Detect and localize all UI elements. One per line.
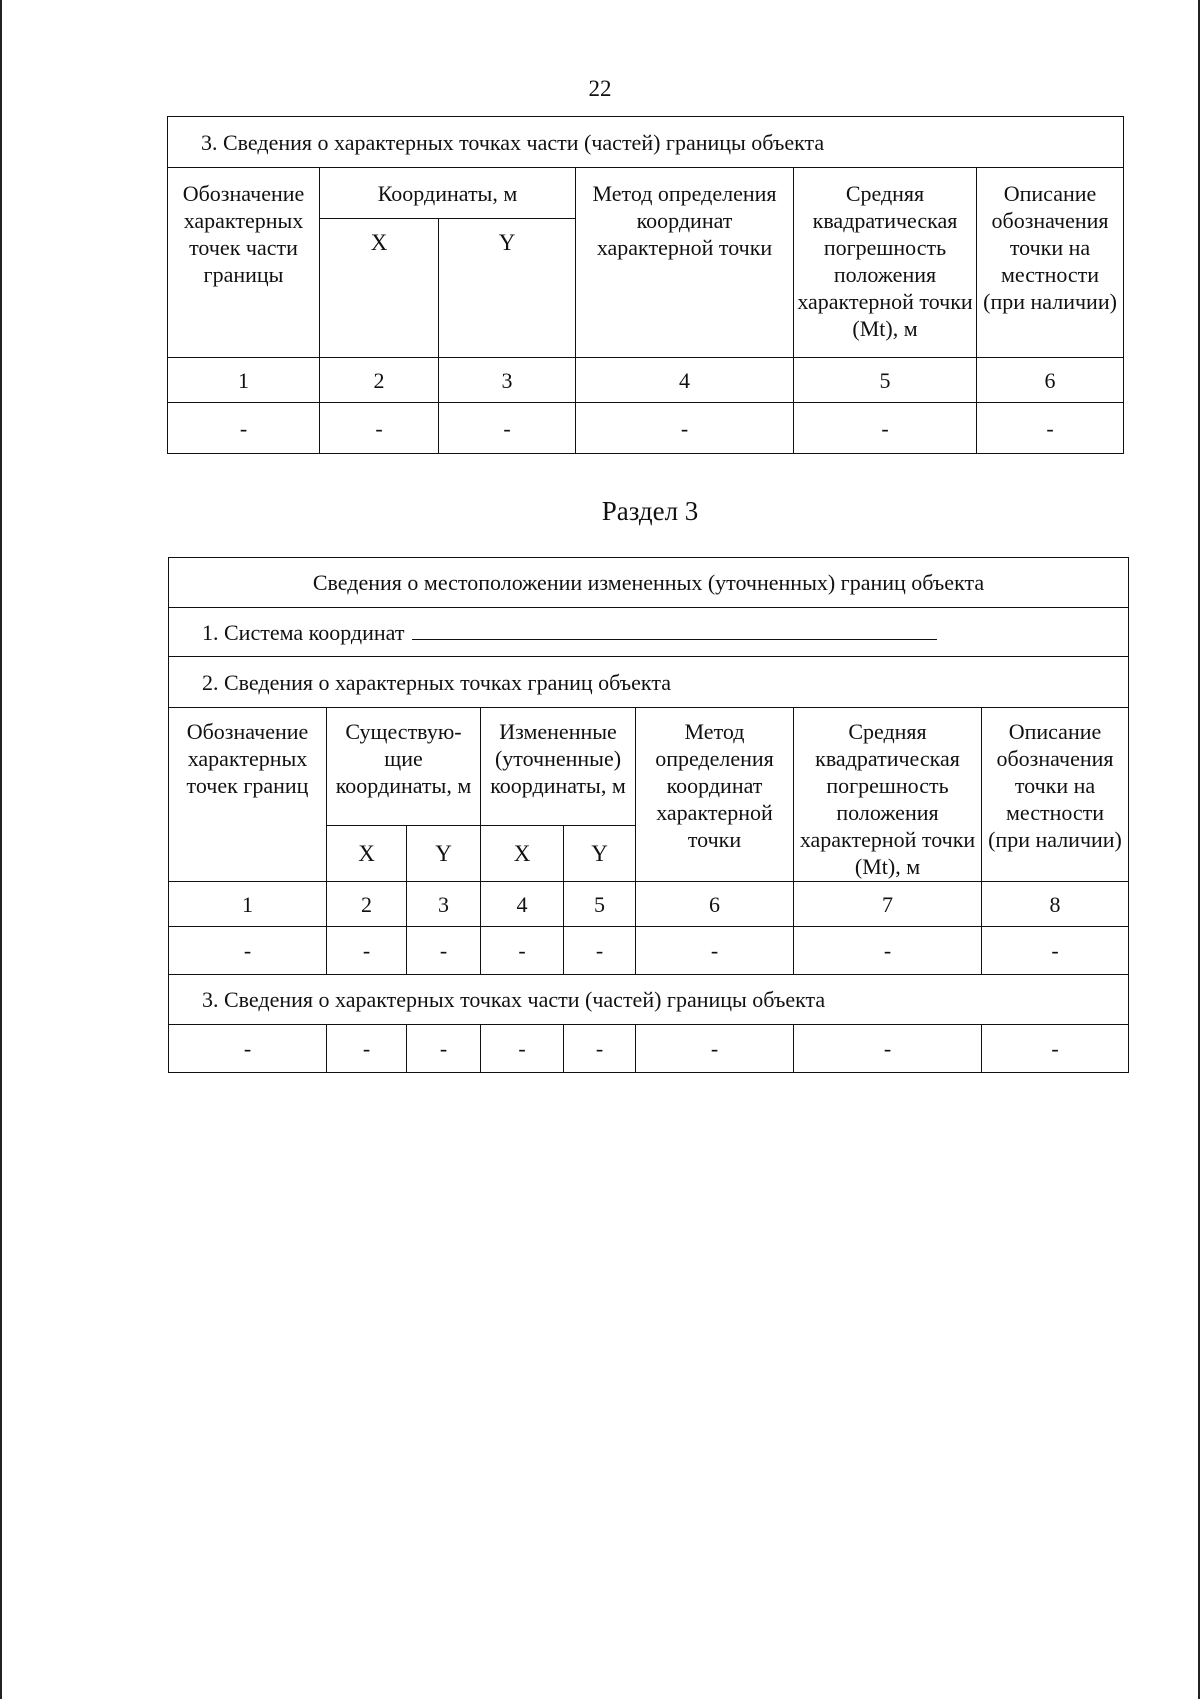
parts-cell: - [794, 1025, 982, 1073]
section3-colnum: 7 [794, 882, 982, 927]
table1-colnum: 3 [439, 358, 576, 403]
parts-cell: - [481, 1025, 564, 1073]
parts-cell: - [407, 1025, 481, 1073]
table1-colnum: 1 [168, 358, 320, 403]
section3-cell: - [794, 927, 982, 975]
page-edge-left [0, 0, 2, 1699]
section3-colnum: 3 [407, 882, 481, 927]
table1-cell: - [977, 403, 1124, 454]
table1-colnum: 6 [977, 358, 1124, 403]
points-title: 2. Сведения о характерных точках границ объекта [169, 657, 1129, 708]
table1-cell: - [576, 403, 794, 454]
section3-colnum: 2 [327, 882, 407, 927]
section3-cell: - [169, 927, 327, 975]
section3-cell: - [481, 927, 564, 975]
parts-title: 3. Сведения о характерных точках части (частей) границы объекта [169, 975, 1129, 1025]
section-heading: Раздел 3 [601, 496, 699, 526]
parts-cell: - [327, 1025, 407, 1073]
coord-system-label: 1. Система координат [202, 619, 405, 645]
changed-boundaries-table [168, 557, 1129, 1073]
table1-colnum: 2 [320, 358, 439, 403]
parts-cell: - [982, 1025, 1129, 1073]
table1-cell: - [439, 403, 576, 454]
section3-cell: - [564, 927, 636, 975]
section3-cell: - [407, 927, 481, 975]
section3-colnum: 4 [481, 882, 564, 927]
coord-system-blank [412, 619, 937, 640]
coord-system-row [169, 608, 1129, 657]
section3-cell: - [636, 927, 794, 975]
table1-header-x: X [320, 219, 439, 358]
table1-cell: - [320, 403, 439, 454]
parts-cell: - [636, 1025, 794, 1073]
section3-header-x: X [481, 826, 564, 882]
section3-title: Сведения о местоположении измененных (уточненных) границ объекта [169, 558, 1129, 608]
section3-header-error: Средняя квадратическая погрешность положения характерной точки (Mt), м [794, 708, 982, 882]
table1-header-designation: Обозначение характерных точек части границы [168, 168, 320, 358]
parts-points-table [167, 116, 1124, 454]
section3-header-description: Описание обозначения точки на местности (при наличии) [982, 708, 1129, 882]
table1-header-error: Средняя квадратическая погрешность положения характерной точки (Mt), м [794, 168, 977, 358]
section3-colnum: 1 [169, 882, 327, 927]
section3-header-method: Метод определения координат характерной точки [636, 708, 794, 882]
table1-title: 3. Сведения о характерных точках части (частей) границы объекта [168, 117, 1124, 168]
table1-cell: - [168, 403, 320, 454]
table1-header-method: Метод определения координат характерной точки [576, 168, 794, 358]
table1-header-y: Y [439, 219, 576, 358]
section3-colnum: 8 [982, 882, 1129, 927]
section3-header-y: Y [564, 826, 636, 882]
page-number: 22 [588, 76, 612, 101]
section3-cell: - [982, 927, 1129, 975]
table1-colnum: 5 [794, 358, 977, 403]
table1-header-description: Описание обозначения точки на местности (при наличии) [977, 168, 1124, 358]
table1-cell: - [794, 403, 977, 454]
section3-header-designation: Обозначение характерных точек границ [169, 708, 327, 882]
parts-cell: - [169, 1025, 327, 1073]
section3-header-y: Y [407, 826, 481, 882]
parts-cell: - [564, 1025, 636, 1073]
table1-colnum: 4 [576, 358, 794, 403]
section3-colnum: 5 [564, 882, 636, 927]
table1-header-coords: Координаты, м [320, 168, 576, 219]
section3-header-existing: Существую-щие координаты, м [327, 708, 481, 826]
section3-cell: - [327, 927, 407, 975]
section3-header-x: X [327, 826, 407, 882]
section3-colnum: 6 [636, 882, 794, 927]
section3-header-changed: Измененные (уточненные) координаты, м [481, 708, 636, 826]
